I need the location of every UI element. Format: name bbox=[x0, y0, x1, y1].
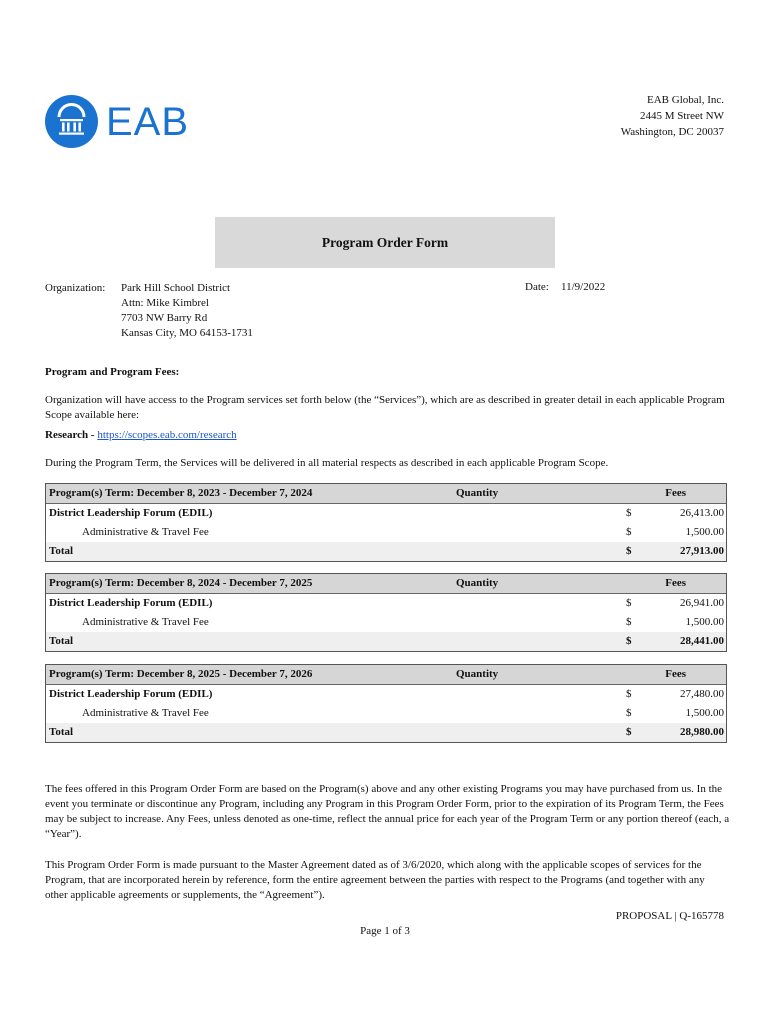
proposal-number: PROPOSAL | Q-165778 bbox=[615, 910, 724, 922]
currency-symbol: $ bbox=[626, 707, 632, 719]
program-name: District Leadership Forum (EDIL) bbox=[49, 597, 213, 609]
fees-paragraph: The fees offered in this Program Order Form are based on the Program(s) above and any other existing Programs you may have purchased from us. In the event you terminate or discontinue any Program, including any Program in this Program Order Form, prior to the expiration of its Program Term, the Fees may be subject to increase. Any Fees, unless denoted as one-time, reflect the annual price for each year of the Program Term or any portion thereof (each, a “Year”). bbox=[45, 783, 730, 840]
total-label: Total bbox=[49, 726, 74, 738]
fees-header: Fees bbox=[665, 577, 686, 589]
intro-paragraph: Organization will have access to the Program services set forth below (the “Services”), which are as described in greater detail in each applicable Program Scope available here: bbox=[45, 394, 725, 421]
currency-symbol: $ bbox=[626, 688, 632, 700]
quantity-header: Quantity bbox=[456, 668, 499, 680]
sub-item-name: Administrative & Travel Fee bbox=[82, 707, 209, 719]
program-row bbox=[46, 504, 726, 523]
sub-item-fee: 1,500.00 bbox=[685, 526, 724, 538]
currency-symbol: $ bbox=[626, 545, 632, 557]
eab-logo bbox=[45, 95, 189, 148]
organization-block bbox=[45, 281, 253, 341]
company-city: Washington, DC 20037 bbox=[620, 126, 724, 138]
sub-item-row bbox=[46, 523, 726, 542]
total-fee: 28,441.00 bbox=[680, 635, 724, 647]
sub-item-name: Administrative & Travel Fee bbox=[82, 526, 209, 538]
program-name: District Leadership Forum (EDIL) bbox=[49, 507, 213, 519]
form-title: Program Order Form bbox=[215, 217, 555, 268]
quantity-header: Quantity bbox=[456, 577, 499, 589]
date-value: 11/9/2022 bbox=[561, 281, 606, 293]
program-row bbox=[46, 685, 726, 704]
company-name: EAB Global, Inc. bbox=[647, 94, 724, 106]
currency-symbol: $ bbox=[626, 507, 632, 519]
total-fee: 27,913.00 bbox=[680, 545, 724, 557]
fee-table-header bbox=[46, 665, 726, 685]
fee-table-3 bbox=[45, 664, 727, 743]
currency-symbol: $ bbox=[626, 635, 632, 647]
sub-item-fee: 1,500.00 bbox=[685, 707, 724, 719]
eab-columns-icon bbox=[45, 95, 98, 148]
currency-symbol: $ bbox=[626, 616, 632, 628]
total-row bbox=[46, 542, 726, 561]
page-number: Page 1 of 3 bbox=[360, 925, 410, 937]
currency-symbol: $ bbox=[626, 597, 632, 609]
sub-item-row bbox=[46, 613, 726, 632]
currency-symbol: $ bbox=[626, 726, 632, 738]
program-fee: 26,941.00 bbox=[680, 597, 724, 609]
organization-label: Organization: bbox=[45, 282, 106, 294]
agreement-paragraph: This Program Order Form is made pursuant to the Master Agreement dated as of 3/6/2020, which along with the applicable scopes of services for the Program, that are incorporated herein by reference, form the entire agreement between the parties with respect to the Programs (and together with any other applicable agreements or supplements, the “Agreement”). bbox=[45, 859, 705, 901]
fee-table-1 bbox=[45, 483, 727, 562]
company-street: 2445 M Street NW bbox=[639, 110, 724, 122]
delivery-paragraph: During the Program Term, the Services will be delivered in all material respects as described in each applicable Program Scope. bbox=[45, 457, 609, 469]
research-label: Research - bbox=[45, 429, 98, 441]
program-fee: 26,413.00 bbox=[680, 507, 724, 519]
fee-table-header bbox=[46, 574, 726, 594]
currency-symbol: $ bbox=[626, 526, 632, 538]
total-row bbox=[46, 723, 726, 742]
organization-name: Park Hill School District bbox=[121, 282, 231, 294]
fees-header: Fees bbox=[665, 668, 686, 680]
fee-table-header bbox=[46, 484, 726, 504]
organization-city: Kansas City, MO 64153-1731 bbox=[121, 327, 253, 339]
organization-street: 7703 NW Barry Rd bbox=[121, 312, 208, 324]
program-name: District Leadership Forum (EDIL) bbox=[49, 688, 213, 700]
fees-header: Fees bbox=[665, 487, 686, 499]
total-row bbox=[46, 632, 726, 651]
date-block bbox=[525, 281, 605, 293]
program-term: Program(s) Term: December 8, 2025 - December 7, 2026 bbox=[49, 668, 313, 680]
total-label: Total bbox=[49, 635, 74, 647]
research-link[interactable]: https://scopes.eab.com/research bbox=[97, 429, 237, 441]
sub-item-row bbox=[46, 704, 726, 723]
program-term: Program(s) Term: December 8, 2023 - December 7, 2024 bbox=[49, 487, 313, 499]
date-label: Date: bbox=[525, 281, 549, 293]
organization-attn: Attn: Mike Kimbrel bbox=[121, 297, 209, 309]
program-term: Program(s) Term: December 8, 2024 - December 7, 2025 bbox=[49, 577, 313, 589]
research-line bbox=[45, 428, 730, 443]
total-fee: 28,980.00 bbox=[680, 726, 724, 738]
sub-item-fee: 1,500.00 bbox=[685, 616, 724, 628]
program-fee: 27,480.00 bbox=[680, 688, 724, 700]
section-heading: Program and Program Fees: bbox=[45, 366, 180, 378]
sub-item-name: Administrative & Travel Fee bbox=[82, 616, 209, 628]
company-address bbox=[621, 92, 724, 140]
eab-logo-text: EAB bbox=[106, 99, 190, 144]
quantity-header: Quantity bbox=[456, 487, 499, 499]
program-row bbox=[46, 594, 726, 613]
total-label: Total bbox=[49, 545, 74, 557]
fee-table-2 bbox=[45, 573, 727, 652]
